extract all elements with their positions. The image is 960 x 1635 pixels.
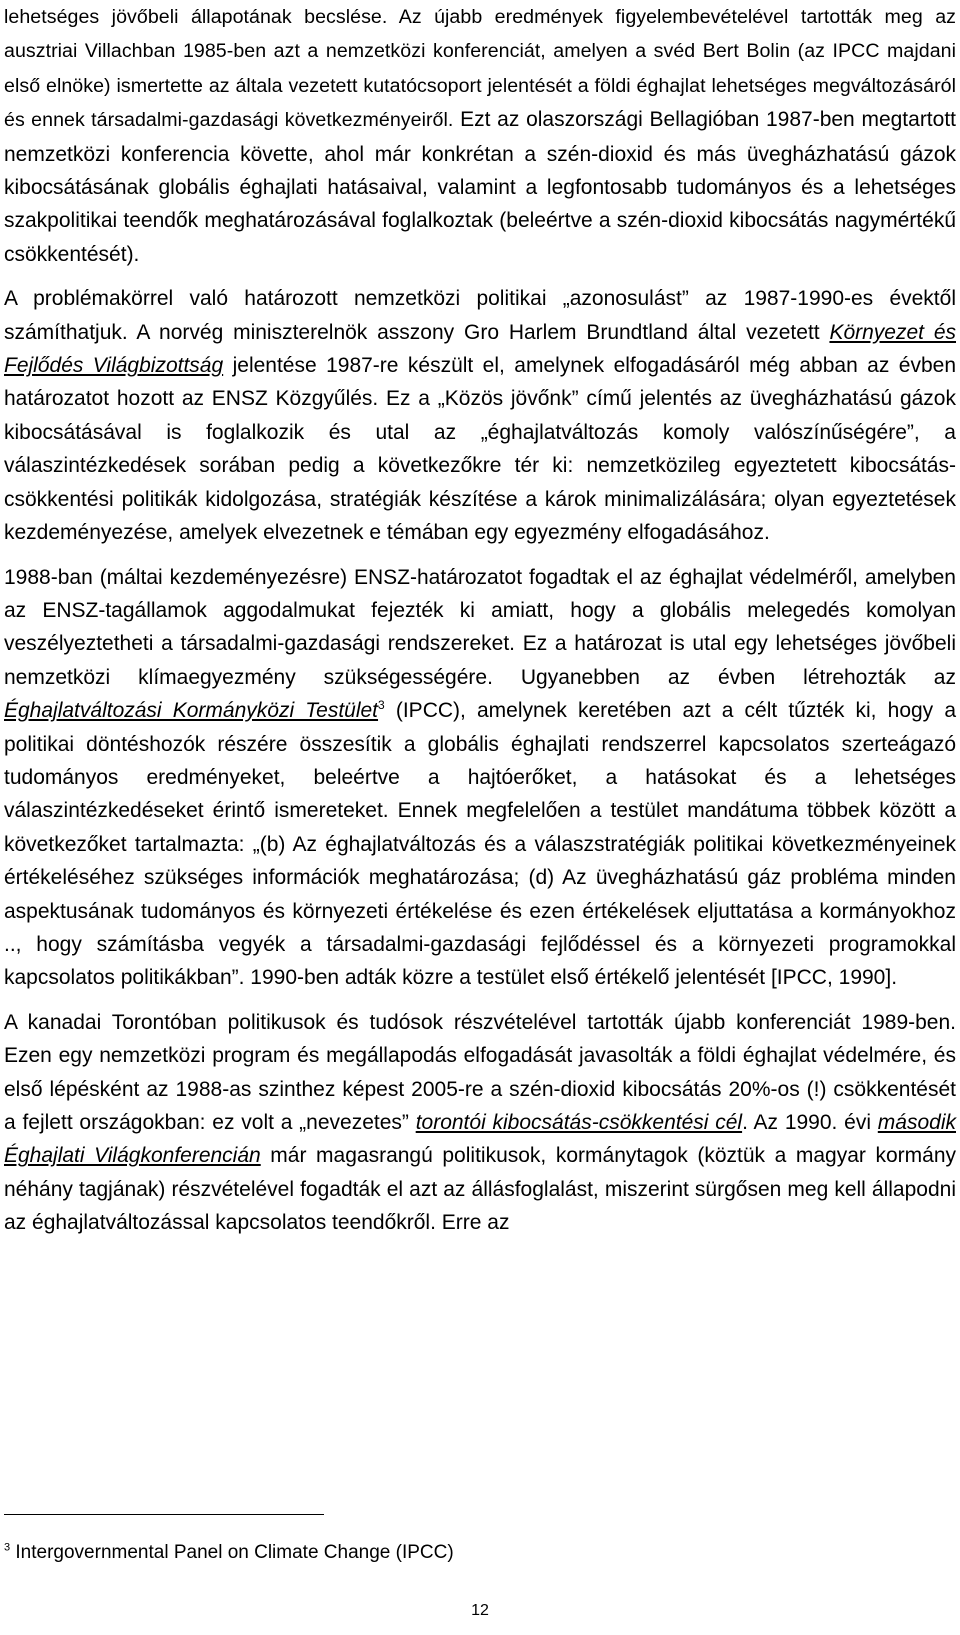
footnote-text: Intergovernmental Panel on Climate Change (IPCC) <box>10 1542 454 1563</box>
paragraph-2-part-b: jelentése 1987-re készült el, amelynek elfogadásáról még abban az évben határozatot hozott az ENSZ Közgyűlés. Ez a „Közös jövőnk” című jelentés az üvegházhatású gázok kibocsátásával is foglalkozik és utal az „éghajlatváltozás komoly valószínűségére”, a válaszintézkedések sorában pedig a következőkre tér ki: nemzetközileg egyeztetett kibocsátás-csökkentési politikák kidolgozása, stratégiák készítése a károk minimalizálására; olyan egyeztetések kezdeményezése, amelyek elvezetnek e témában egy egyezmény elfogadásához. <box>4 354 957 545</box>
paragraph-4-part-a: A kanadai Torontóban politikusok és tudósok részvételével tartották újabb konferenciát 1989-ben. Ezen egy nemzetközi program és megállapodás elfogadását javasolták a földi éghajlat védelmére, és első lépésként az 1988-as szinthez képest 2005-re a szén-dioxid kibocsátás 20%-os (!) csökkentését a fejlett országokban: ez volt a „nevezetes” <box>4 1010 956 1134</box>
paragraph-4 <box>4 1006 956 1240</box>
link-eghajlatvaltozasi-kormanykozi-testulet[interactable]: Éghajlatváltozási Kormányközi Testület <box>4 699 379 723</box>
body-text <box>4 0 956 1240</box>
paragraph-3-part-a: 1988-ban (máltai kezdeményezésre) ENSZ-határozatot fogadtak el az éghajlat védelméről, amelyben az ENSZ-tagállamok aggodalmukat fejezték ki amiatt, hogy a globális melegedés komolyan veszélyeztetheti a társadalmi-gazdasági rendszereket. Ez a határozat is utal egy lehetséges jövőbeli nemzetközi klímaegyezmény szükségességére. Ugyanebben az évben létrehozták az <box>4 565 956 689</box>
paragraph-3-part-b: (IPCC), amelynek keretében azt a célt tűzték ki, hogy a politikai döntéshozók részére összesítik a globális éghajlati rendszerrel kapcsolatos szerteágazó tudományos eredményeket, beleértve a hajtóerőket, a hatásokat és a lehetséges válaszintézkedéseket érintő ismereteket. Ennek megfelelően a testület mandátuma többek között a következőket tartalmazta: „(b) Az éghajlatváltozás és a válaszstratégiák politikai következményeinek értékeléséhez szükséges információk meghatározása; (d) Az üvegházhatású gáz probléma minden aspektusának tudományos és környezeti értékelése és ezen értékelések eljuttatása a kormányokhoz .., hogy számításba vegyék a társadalmi-gazdasági fejlődéssel és a környezeti programokkal kapcsolatos politikákban”. 1990-ben adták közre a testület első értékelő jelentését [IPCC, 1990]. <box>4 699 956 990</box>
paragraph-1 <box>4 0 956 271</box>
footnote-reference[interactable]: 3 <box>378 698 385 713</box>
link-torontoi-kibocsatas-csokkentesi-cel[interactable]: torontói kibocsátás-csökkentési cél <box>415 1111 743 1134</box>
footnote-separator <box>4 1514 324 1515</box>
paragraph-1-part-a: lehetséges jövőbeli állapotának becslése. Az újabb eredmények figyelembevételével tartották meg az ausztriai Villachban 1985-ben azt a nemzetközi konferenciát, amelyen a svéd Bert Bolin (az IPCC majdani első elnöke) ismertette az általa vezetett kutatócsoport jelentését a földi éghajlat lehetséges megváltozásáról és ennek társadalmi-gazdasági következményeiről. <box>4 6 956 132</box>
paragraph-4-part-c: már magasrangú politikusok, kormánytagok (köztük a magyar kormány néhány tagjának) részvételével fogadták el azt az állásfoglalást, miszerint sürgősen meg kell állapodni az éghajlatváltozással kapcsolatos teendőkről. Erre az <box>4 1144 956 1235</box>
paragraph-4-part-b: . Az 1990. évi <box>742 1111 878 1134</box>
paragraph-2-part-a: A problémakörrel való határozott nemzetközi politikai „azonosulást” az 1987-1990-es évektől számíthatjuk. A norvég miniszterelnök asszony Gro Harlem Brundtland által vezetett <box>4 287 956 344</box>
footnote <box>4 1540 904 1566</box>
paragraph-1-part-b: Ezt az olaszországi Bellagióban 1987-ben megtartott nemzetközi konferencia követte, ahol már konkrétan a szén-dioxid és más üvegházhatású gázok kibocsátásának globális éghajlati hatásaival, valamint a legfontosabb tudományos és a lehetséges szakpolitikai teendők meghatározásával foglalkoztak (beleértve a szén-dioxid kibocsátás nagymértékű csökkentését). <box>4 108 956 266</box>
page-number: 12 <box>471 1602 489 1619</box>
paragraph-2 <box>4 282 956 549</box>
paragraph-3 <box>4 561 956 995</box>
link-masodik-eghajlati-vilagkonferencia[interactable]: második Éghajlati Világkonferencián <box>4 1111 956 1168</box>
footnote-marker: 3 <box>4 1541 11 1554</box>
link-kornyezet-es-fejlodes-vilagbizottsag[interactable]: Környezet és Fejlődés Világbizottság <box>4 320 956 378</box>
